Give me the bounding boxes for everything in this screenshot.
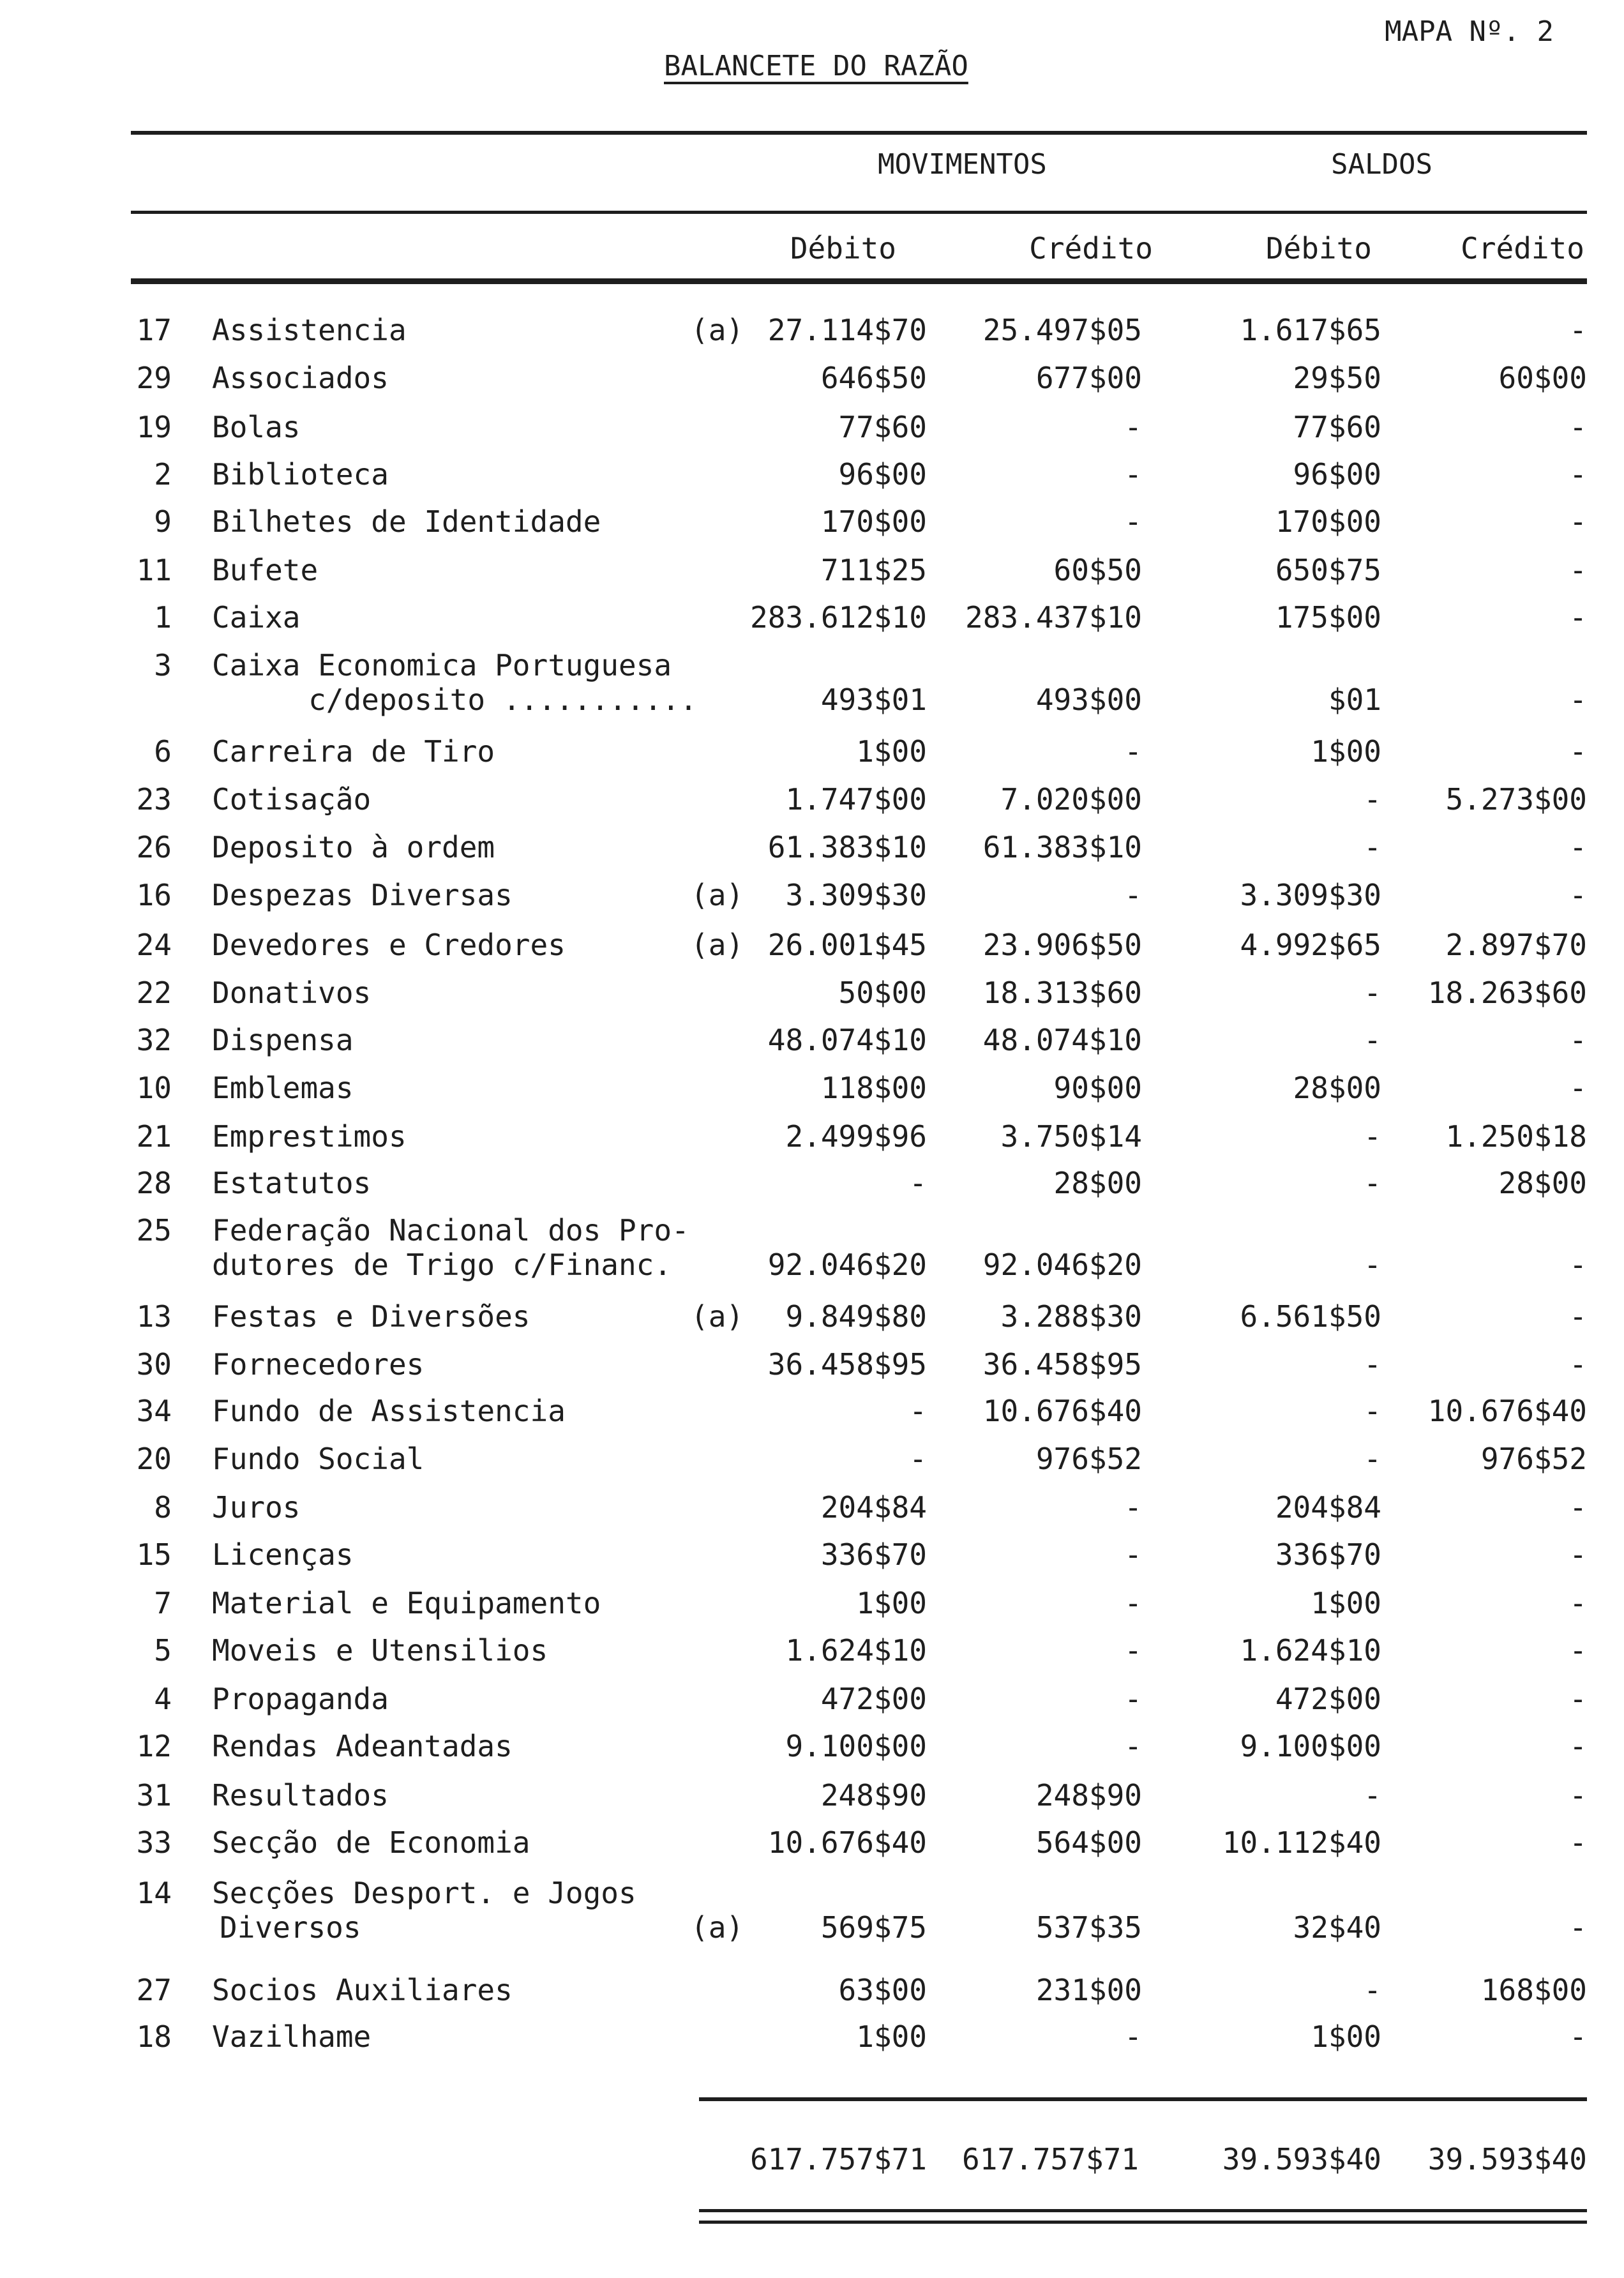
saldos-credito: 5.273$00 bbox=[1445, 782, 1587, 817]
saldos-debito: 28$00 bbox=[1293, 1071, 1381, 1105]
account-number: 16 bbox=[136, 878, 172, 912]
saldos-debito: - bbox=[1364, 1166, 1381, 1200]
account-name: Secções Desport. e Jogos bbox=[212, 1876, 636, 1910]
saldos-debito: 9.100$00 bbox=[1240, 1729, 1381, 1763]
saldos-debito: - bbox=[1364, 1778, 1381, 1813]
saldos-debito: - bbox=[1364, 1119, 1381, 1154]
saldos-credito: 28$00 bbox=[1498, 1166, 1587, 1200]
saldos-debito: 650$75 bbox=[1275, 553, 1381, 587]
movimentos-debito: 92.046$20 bbox=[767, 1248, 927, 1282]
movimentos-debito: 48.074$10 bbox=[767, 1023, 927, 1057]
account-number: 28 bbox=[136, 1166, 172, 1200]
account-name: Rendas Adeantadas bbox=[212, 1729, 513, 1763]
account-name: Fornecedores bbox=[212, 1347, 425, 1382]
movimentos-credito: 283.437$10 bbox=[965, 600, 1142, 635]
movimentos-debito: 9.100$00 bbox=[785, 1729, 927, 1763]
account-name: Bilhetes de Identidade bbox=[212, 504, 601, 539]
account-number: 14 bbox=[136, 1876, 172, 1910]
movimentos-debito: 2.499$96 bbox=[785, 1119, 927, 1154]
account-name: Socios Auxiliares bbox=[212, 1973, 513, 2007]
account-number: 13 bbox=[136, 1299, 172, 1334]
movimentos-credito: - bbox=[1124, 1729, 1142, 1763]
saldos-credito: - bbox=[1569, 1537, 1587, 1572]
total-saldos-debito: 39.593$40 bbox=[1222, 2142, 1381, 2176]
movimentos-debito: 248$90 bbox=[820, 1778, 927, 1813]
movimentos-credito: - bbox=[1124, 1537, 1142, 1572]
movimentos-credito: - bbox=[1124, 410, 1142, 444]
account-name: Estatutos bbox=[212, 1166, 372, 1200]
account-name: Material e Equipamento bbox=[212, 1586, 601, 1620]
movimentos-credito: 3.288$30 bbox=[1000, 1299, 1142, 1334]
saldos-credito: - bbox=[1569, 313, 1587, 347]
movimentos-credito: 60$50 bbox=[1053, 553, 1142, 587]
account-name: Caixa Economica Portuguesa bbox=[212, 648, 672, 683]
account-number: 15 bbox=[136, 1537, 172, 1572]
movimentos-credito: - bbox=[1124, 1682, 1142, 1716]
movimentos-credito: 976$52 bbox=[1035, 1442, 1142, 1476]
movimentos-debito: - bbox=[909, 1166, 927, 1200]
saldos-credito: - bbox=[1569, 504, 1587, 539]
saldos-credito: 168$00 bbox=[1480, 1973, 1587, 2007]
document-title: BALANCETE DO RAZÃO bbox=[664, 50, 968, 82]
account-number: 5 bbox=[154, 1633, 172, 1668]
account-name: Resultados bbox=[212, 1778, 389, 1813]
saldos-debito: 4.992$65 bbox=[1240, 928, 1381, 962]
saldos-debito: 1$00 bbox=[1311, 734, 1381, 769]
account-number: 10 bbox=[136, 1071, 172, 1105]
account-number: 20 bbox=[136, 1442, 172, 1476]
account-name: Devedores e Credores bbox=[212, 928, 566, 962]
saldos-credito: - bbox=[1569, 600, 1587, 635]
total-movimentos-credito: 617.757$71 bbox=[962, 2142, 1139, 2176]
account-name: Propaganda bbox=[212, 1682, 389, 1716]
movimentos-debito: 63$00 bbox=[838, 1973, 927, 2007]
group-header-movimentos: MOVIMENTOS bbox=[878, 148, 1047, 181]
account-name: Federação Nacional dos Pro- bbox=[212, 1213, 689, 1248]
account-number: 2 bbox=[154, 457, 172, 492]
movimentos-credito: 18.313$60 bbox=[982, 976, 1142, 1010]
movimentos-credito: 537$35 bbox=[1035, 1910, 1142, 1945]
movimentos-credito: - bbox=[1124, 1586, 1142, 1620]
account-number: 34 bbox=[136, 1394, 172, 1428]
saldos-credito: - bbox=[1569, 1248, 1587, 1282]
movimentos-credito: 677$00 bbox=[1035, 361, 1142, 395]
saldos-credito: - bbox=[1569, 457, 1587, 492]
movimentos-debito: 77$60 bbox=[838, 410, 927, 444]
saldos-debito: 29$50 bbox=[1293, 361, 1381, 395]
movimentos-credito: - bbox=[1124, 1633, 1142, 1668]
total-movimentos-debito: 617.757$71 bbox=[750, 2142, 927, 2176]
saldos-credito: - bbox=[1569, 878, 1587, 912]
movimentos-credito: 493$00 bbox=[1035, 683, 1142, 717]
movimentos-debito: 472$00 bbox=[820, 1682, 927, 1716]
account-number: 29 bbox=[136, 361, 172, 395]
movimentos-debito: 96$00 bbox=[838, 457, 927, 492]
saldos-credito: 2.897$70 bbox=[1445, 928, 1587, 962]
saldos-credito: - bbox=[1569, 1910, 1587, 1945]
movimentos-debito: 36.458$95 bbox=[767, 1347, 927, 1382]
movimentos-debito: 493$01 bbox=[820, 683, 927, 717]
movimentos-credito: 564$00 bbox=[1035, 1825, 1142, 1860]
saldos-debito: 1$00 bbox=[1311, 1586, 1381, 1620]
account-number: 3 bbox=[154, 648, 172, 683]
saldos-debito: 472$00 bbox=[1275, 1682, 1381, 1716]
footnote-mark: (a) bbox=[691, 878, 744, 912]
saldos-debito: 77$60 bbox=[1293, 410, 1381, 444]
movimentos-credito: - bbox=[1124, 1490, 1142, 1525]
saldos-debito: 1.617$65 bbox=[1240, 313, 1381, 347]
account-name: Associados bbox=[212, 361, 389, 395]
column-header-saldos-credito: Crédito bbox=[1461, 231, 1584, 266]
movimentos-debito: 569$75 bbox=[820, 1910, 927, 1945]
saldos-debito: - bbox=[1364, 1023, 1381, 1057]
group-header-saldos: SALDOS bbox=[1331, 148, 1432, 181]
saldos-credito: - bbox=[1569, 1682, 1587, 1716]
movimentos-credito: 25.497$05 bbox=[982, 313, 1142, 347]
saldos-debito: - bbox=[1364, 1347, 1381, 1382]
saldos-credito: - bbox=[1569, 1023, 1587, 1057]
account-name: Moveis e Utensilios bbox=[212, 1633, 548, 1668]
movimentos-debito: 646$50 bbox=[820, 361, 927, 395]
saldos-credito: - bbox=[1569, 1299, 1587, 1334]
saldos-credito: - bbox=[1569, 1347, 1587, 1382]
movimentos-credito: - bbox=[1124, 878, 1142, 912]
saldos-debito: - bbox=[1364, 1248, 1381, 1282]
movimentos-credito: 231$00 bbox=[1035, 1973, 1142, 2007]
movimentos-debito: 1$00 bbox=[856, 2019, 927, 2054]
account-number: 9 bbox=[154, 504, 172, 539]
account-name: Caixa bbox=[212, 600, 301, 635]
movimentos-debito: 61.383$10 bbox=[767, 830, 927, 864]
footnote-mark: (a) bbox=[691, 313, 744, 347]
saldos-credito: 976$52 bbox=[1480, 1442, 1587, 1476]
movimentos-credito: 23.906$50 bbox=[982, 928, 1142, 962]
account-name: Licenças bbox=[212, 1537, 354, 1572]
account-name: Donativos bbox=[212, 976, 372, 1010]
saldos-credito: - bbox=[1569, 410, 1587, 444]
account-number: 30 bbox=[136, 1347, 172, 1382]
movimentos-credito: - bbox=[1124, 2019, 1142, 2054]
saldos-debito: 32$40 bbox=[1293, 1910, 1381, 1945]
account-name: Deposito à ordem bbox=[212, 830, 495, 864]
account-name: c/deposito ........... bbox=[255, 683, 698, 717]
movimentos-credito: 36.458$95 bbox=[982, 1347, 1142, 1382]
account-name: Assistencia bbox=[212, 313, 407, 347]
saldos-credito: - bbox=[1569, 553, 1587, 587]
movimentos-credito: 7.020$00 bbox=[1000, 782, 1142, 817]
account-number: 22 bbox=[136, 976, 172, 1010]
account-name: Despezas Diversas bbox=[212, 878, 513, 912]
column-header-movimentos-debito: Débito bbox=[790, 231, 896, 266]
footnote-mark: (a) bbox=[691, 1299, 744, 1334]
account-number: 4 bbox=[154, 1682, 172, 1716]
saldos-debito: 336$70 bbox=[1275, 1537, 1381, 1572]
saldos-credito: 10.676$40 bbox=[1427, 1394, 1587, 1428]
movimentos-credito: - bbox=[1124, 504, 1142, 539]
saldos-debito: - bbox=[1364, 1973, 1381, 2007]
movimentos-debito: 170$00 bbox=[820, 504, 927, 539]
account-number: 17 bbox=[136, 313, 172, 347]
movimentos-debito: 3.309$30 bbox=[785, 878, 927, 912]
movimentos-debito: 118$00 bbox=[820, 1071, 927, 1105]
double-rule-bottom bbox=[699, 2221, 1587, 2224]
movimentos-debito: 50$00 bbox=[838, 976, 927, 1010]
saldos-debito: 10.112$40 bbox=[1222, 1825, 1381, 1860]
saldos-credito: - bbox=[1569, 1586, 1587, 1620]
account-number: 25 bbox=[136, 1213, 172, 1248]
saldos-credito: - bbox=[1569, 734, 1587, 769]
movimentos-credito: - bbox=[1124, 734, 1142, 769]
movimentos-credito: 90$00 bbox=[1053, 1071, 1142, 1105]
account-name: Emblemas bbox=[212, 1071, 354, 1105]
total-saldos-credito: 39.593$40 bbox=[1427, 2142, 1587, 2176]
account-number: 19 bbox=[136, 410, 172, 444]
footnote-mark: (a) bbox=[691, 1910, 744, 1945]
saldos-debito: 1$00 bbox=[1311, 2019, 1381, 2054]
movimentos-debito: 10.676$40 bbox=[767, 1825, 927, 1860]
account-name: Juros bbox=[212, 1490, 301, 1525]
map-number: MAPA Nº. 2 bbox=[1385, 15, 1554, 48]
totals-rule bbox=[699, 2097, 1587, 2101]
saldos-debito: - bbox=[1364, 976, 1381, 1010]
account-name: Vazilhame bbox=[212, 2019, 372, 2054]
account-number: 23 bbox=[136, 782, 172, 817]
account-name: Secção de Economia bbox=[212, 1825, 530, 1860]
account-number: 21 bbox=[136, 1119, 172, 1154]
movimentos-debito: 711$25 bbox=[820, 553, 927, 587]
movimentos-credito: 3.750$14 bbox=[1000, 1119, 1142, 1154]
column-header-saldos-debito: Débito bbox=[1265, 231, 1372, 266]
saldos-credito: - bbox=[1569, 1778, 1587, 1813]
account-name: dutores de Trigo c/Financ. bbox=[212, 1248, 672, 1282]
column-header-movimentos-credito: Crédito bbox=[1029, 231, 1153, 266]
movimentos-credito: 48.074$10 bbox=[982, 1023, 1142, 1057]
saldos-credito: - bbox=[1569, 1633, 1587, 1668]
saldos-debito: 1.624$10 bbox=[1240, 1633, 1381, 1668]
account-number: 31 bbox=[136, 1778, 172, 1813]
account-name: Fundo Social bbox=[212, 1442, 425, 1476]
movimentos-credito: 61.383$10 bbox=[982, 830, 1142, 864]
saldos-credito: - bbox=[1569, 683, 1587, 717]
account-number: 26 bbox=[136, 830, 172, 864]
movimentos-debito: 1$00 bbox=[856, 734, 927, 769]
movimentos-credito: 92.046$20 bbox=[982, 1248, 1142, 1282]
account-name: Dispensa bbox=[212, 1023, 354, 1057]
account-name: Emprestimos bbox=[212, 1119, 407, 1154]
account-name: Biblioteca bbox=[212, 457, 389, 492]
movimentos-credito: 10.676$40 bbox=[982, 1394, 1142, 1428]
saldos-credito: - bbox=[1569, 830, 1587, 864]
movimentos-debito: 26.001$45 bbox=[767, 928, 927, 962]
movimentos-credito: 248$90 bbox=[1035, 1778, 1142, 1813]
movimentos-credito: 28$00 bbox=[1053, 1166, 1142, 1200]
account-number: 7 bbox=[154, 1586, 172, 1620]
account-number: 8 bbox=[154, 1490, 172, 1525]
account-name: Carreira de Tiro bbox=[212, 734, 495, 769]
saldos-credito: - bbox=[1569, 1071, 1587, 1105]
account-name: Bufete bbox=[212, 553, 319, 587]
movimentos-debito: - bbox=[909, 1394, 927, 1428]
movimentos-debito: 27.114$70 bbox=[767, 313, 927, 347]
movimentos-debito: 283.612$10 bbox=[750, 600, 927, 635]
account-number: 27 bbox=[136, 1973, 172, 2007]
saldos-credito: - bbox=[1569, 1729, 1587, 1763]
account-name: Cotisação bbox=[212, 782, 372, 817]
account-name: Bolas bbox=[212, 410, 301, 444]
saldos-credito: 1.250$18 bbox=[1445, 1119, 1587, 1154]
account-number: 1 bbox=[154, 600, 172, 635]
saldos-debito: - bbox=[1364, 782, 1381, 817]
saldos-debito: 6.561$50 bbox=[1240, 1299, 1381, 1334]
saldos-debito: $01 bbox=[1328, 683, 1381, 717]
account-name: Festas e Diversões bbox=[212, 1299, 530, 1334]
movimentos-debito: 1$00 bbox=[856, 1586, 927, 1620]
account-name: Fundo de Assistencia bbox=[212, 1394, 566, 1428]
saldos-debito: - bbox=[1364, 1442, 1381, 1476]
movimentos-debito: 1.624$10 bbox=[785, 1633, 927, 1668]
double-rule-top bbox=[699, 2209, 1587, 2212]
movimentos-debito: - bbox=[909, 1442, 927, 1476]
saldos-credito: 18.263$60 bbox=[1427, 976, 1587, 1010]
movimentos-debito: 9.849$80 bbox=[785, 1299, 927, 1334]
account-number: 6 bbox=[154, 734, 172, 769]
saldos-debito: - bbox=[1364, 1394, 1381, 1428]
movimentos-debito: 204$84 bbox=[820, 1490, 927, 1525]
saldos-credito: - bbox=[1569, 1490, 1587, 1525]
saldos-credito: - bbox=[1569, 1825, 1587, 1860]
movimentos-debito: 336$70 bbox=[820, 1537, 927, 1572]
movimentos-credito: - bbox=[1124, 457, 1142, 492]
account-name: Diversos bbox=[220, 1910, 361, 1945]
saldos-credito: - bbox=[1569, 2019, 1587, 2054]
saldos-debito: 170$00 bbox=[1275, 504, 1381, 539]
saldos-credito: 60$00 bbox=[1498, 361, 1587, 395]
saldos-debito: - bbox=[1364, 830, 1381, 864]
movimentos-debito: 1.747$00 bbox=[785, 782, 927, 817]
saldos-debito: 3.309$30 bbox=[1240, 878, 1381, 912]
account-number: 12 bbox=[136, 1729, 172, 1763]
footnote-mark: (a) bbox=[691, 928, 744, 962]
account-number: 11 bbox=[136, 553, 172, 587]
account-number: 32 bbox=[136, 1023, 172, 1057]
account-number: 33 bbox=[136, 1825, 172, 1860]
saldos-debito: 175$00 bbox=[1275, 600, 1381, 635]
saldos-debito: 204$84 bbox=[1275, 1490, 1381, 1525]
saldos-debito: 96$00 bbox=[1293, 457, 1381, 492]
account-number: 18 bbox=[136, 2019, 172, 2054]
account-number: 24 bbox=[136, 928, 172, 962]
